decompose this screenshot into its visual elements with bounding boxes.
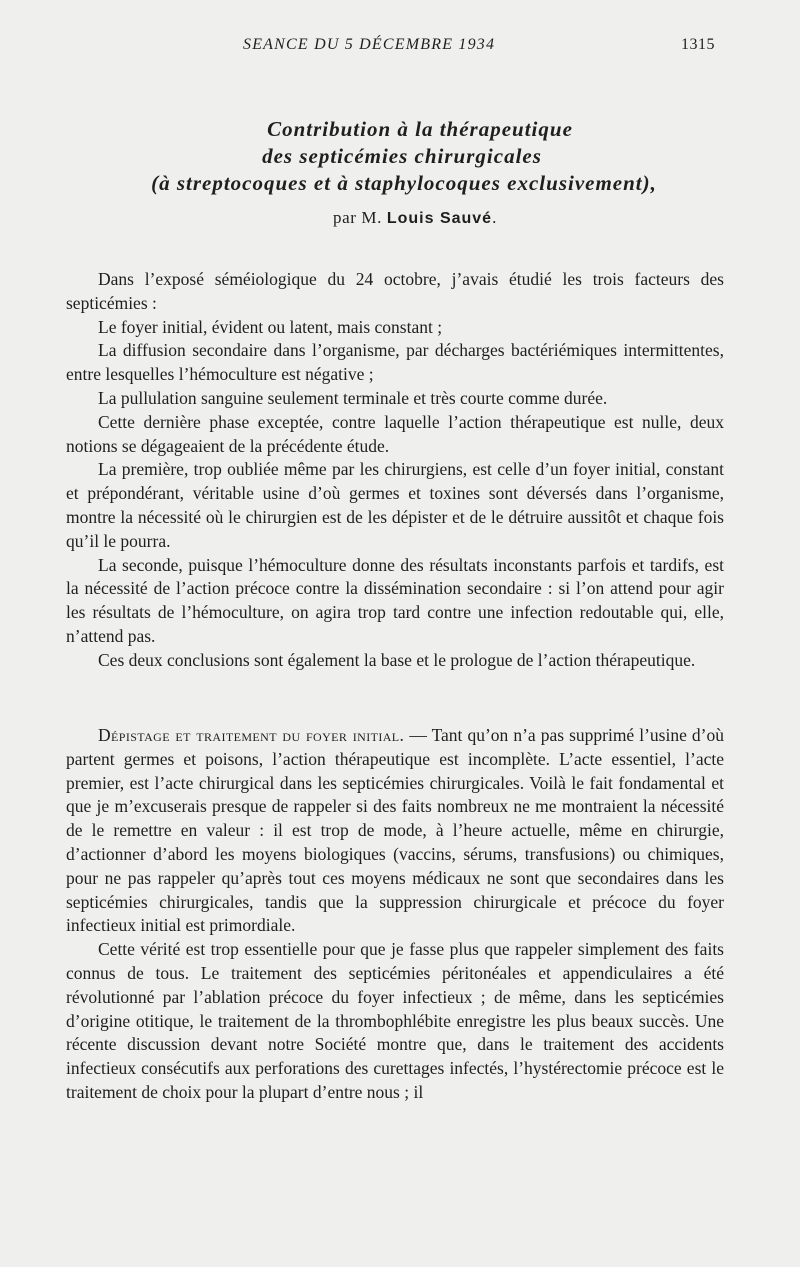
paragraph: Le foyer initial, évident ou latent, mais constant ; [98, 316, 443, 337]
paragraph: Dans l’exposé séméiologique du 24 octobre, j’avais étudié les trois facteurs des septicémies : [66, 269, 724, 313]
title-line-3: (à streptocoques et à staphylocoques exclusivement), [151, 171, 657, 195]
page-number: 1315 [681, 36, 715, 53]
introduction [66, 268, 724, 673]
title-line-2: des septicémies chirurgicales [262, 144, 542, 168]
section-paragraph [66, 724, 724, 938]
section-depistage [66, 724, 724, 1105]
paragraph: La diffusion secondaire dans l’organisme, par décharges bactériémiques intermittentes, entre lesquelles l’hémoculture est négative ; [66, 340, 724, 385]
section-paragraph-text: Tant qu’on n’a pas supprimé l’usine d’où partent germes et poisons, l’action thérapeutique est incomplète. L’acte essentiel, l’acte premier, est l’acte chirurgical dans les septicémies chirurgicales. Voilà le fait fondamental et que je m’excuserais presque de rappeler si des faits nombreux ne me montraient la nécessité de le remettre en valeur : il est trop de mode, à l’heure actuelle, même en chirurgie, d’actionner d’abord les moyens biologiques (vaccins, sérums, transfusions) ou chimiques, pour ne pas rappeler qu’après tout ces moyens médicaux ne sont que secondaires dans les septicémies chirurgicales, tandis que la suppression chirurgicale et précoce du foyer infectieux initial est primordiale. [66, 725, 724, 936]
author-name: Louis Sauvé [386, 210, 493, 227]
paragraph: Ces deux conclusions sont également la base et le prologue de l’action thérapeutique. [98, 649, 696, 670]
byline [0, 208, 800, 228]
section-heading: Dépistage et traitement du foyer initial. [98, 725, 405, 745]
byline-suffix: . [492, 208, 497, 227]
byline-prefix: par M. [333, 208, 387, 227]
title-line-1: Contribution à la thérapeutique [267, 117, 573, 141]
running-head-title: SEANCE DU 5 DÉCEMBRE 1934 [243, 36, 496, 53]
paragraph: Cette dernière phase exceptée, contre laquelle l’action thérapeutique est nulle, deux notions se dégageaient de la précédente étude. [66, 411, 724, 456]
paragraph: La pullulation sanguine seulement terminale et très courte comme durée. [98, 387, 608, 408]
paragraph: La première, trop oubliée même par les chirurgiens, est celle d’un foyer initial, constant et prépondérant, véritable usine d’où germes et toxines sont déversés dans l’organisme, montre la nécessité où le chirurgien est de les dépister et de le détruire aussitôt et chaque fois qu’il le pourra. [66, 459, 724, 551]
running-head [0, 36, 800, 60]
paragraph: La seconde, puisque l’hémoculture donne des résultats inconstants parfois et tardifs, est la nécessité de l’action précoce contre la dissémination secondaire : si l’on attend pour agir les résultats de l’hémoculture, on agira trop tard contre une infection redoutable qui, elle, n’attend pas. [66, 554, 724, 646]
paragraph: Cette vérité est trop essentielle pour que je fasse plus que rappeler simplement des faits connus de tous. Le traitement des septicémies péritonéales et appendiculaires a été révolutionné par l’ablation précoce du foyer infectieux ; de même, dans les septicémies d’origine otitique, le traitement de la thrombophlébite enregistre les plus beaux succès. Une récente discussion devant notre Société montre que, dans le traitement des accidents infectieux consécutifs aux perforations des curettages infectés, l’hystérectomie précoce est le traitement de choix pour la plupart d’entre nous ; il [66, 939, 724, 1102]
section-dash: — [404, 725, 432, 745]
article-title [0, 116, 800, 197]
